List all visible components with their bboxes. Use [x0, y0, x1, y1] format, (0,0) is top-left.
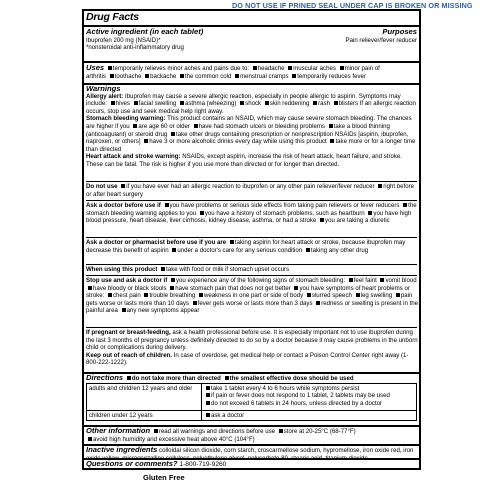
other-info-heading: Other information [86, 427, 151, 435]
warnings-heading: Warnings [86, 84, 121, 93]
other-info-item: read all warnings and directions before use [158, 428, 276, 435]
directions-table [86, 383, 417, 421]
stop-use-item: you experience any of the following signs of stomach bleeding: [175, 277, 346, 284]
allergy-item: shock [245, 100, 262, 108]
stop-use-item: feel faint [353, 277, 377, 284]
allergy-item: facial swelling [138, 100, 177, 108]
divider [84, 61, 419, 63]
stomach-label: Stomach bleeding warning: [86, 115, 166, 123]
questions-heading: Questions or comments? [86, 459, 178, 468]
directions-item: the smallest effective dose should be used [229, 375, 354, 382]
uses-item: menstrual cramps [240, 72, 289, 80]
inactive-text: colloidal silicon dioxide, corn starch, croscarmellose sodium, hypromellose, iron oxide red, iron [159, 447, 414, 454]
uses-item: headache [257, 65, 285, 72]
ask-doctor-item: you have problems or serious side effects from taking pain relievers or fever reducers [169, 202, 400, 209]
ask-doctor-item: you have a history of stomach problems, such as heartburn [204, 209, 365, 217]
dose-group: children under 12 years [87, 411, 202, 421]
ask-pharmacist-section [86, 239, 419, 254]
ask-pharmacist-item: taking any other drug [310, 246, 369, 254]
do-not-use-heading: Do not use [86, 183, 118, 190]
allergy-end: If an allergic reaction occurs, stop use and seek medical help right away. [86, 100, 416, 115]
stop-use-item: vomit blood [385, 277, 417, 284]
uses-item: muscular aches [293, 65, 336, 72]
stop-use-item: chest pain [113, 292, 141, 300]
stop-use-item: leg swelling [360, 292, 393, 300]
allergy-item: asthma (wheezing) [184, 100, 237, 108]
dose-group: adults and children 12 years and older [87, 384, 202, 411]
dose-instructions [202, 384, 417, 411]
stop-use-item: have bloody or black stools [93, 284, 167, 292]
dose-item: do not exceed 6 tablets in 24 hours, unless directed by a doctor [211, 399, 383, 407]
warnings-section [86, 85, 419, 169]
divider [86, 181, 417, 182]
stop-use-item: any new symptoms appear [126, 307, 200, 315]
pregnant-text: ask a health professional before use. It is especially important not to use ibuprofen during the last 3 months of pregnancy unless definitely directed to do so by a doctor because it may cause problems in the unborn child or complications during delivery. [86, 329, 418, 352]
keep-out-label: Keep out of reach of children. [86, 351, 172, 359]
other-info-section [86, 427, 419, 443]
questions-phone[interactable]: 1-800-719-9260 [179, 461, 227, 468]
divider [86, 327, 417, 328]
stop-use-item: trouble breathing [149, 292, 196, 300]
ask-doctor-section [86, 202, 419, 225]
stop-use-section [86, 277, 419, 315]
active-ingredient-section [86, 28, 419, 52]
do-not-use-item: if you have ever had an allergic reaction to ibuprofen or any other pain reliever/fever reducer [126, 183, 375, 190]
stop-use-item: you have symptoms of heart problems or stroke: [86, 284, 410, 300]
ask-doctor-heading: Ask a doctor before use if [86, 202, 161, 209]
ask-pharmacist-item: taking aspirin for heart attack or stroke, because ibuprofen may decrease this benefit of aspirin [86, 239, 406, 254]
allergy-item: skin reddening [269, 100, 310, 108]
gluten-free-label: Gluten Free [143, 473, 185, 482]
stomach-item: take a blood thinning (anticoagulant) or steroid drug [86, 122, 390, 138]
ask-doctor-item: you are taking a diuretic [325, 217, 390, 225]
ask-doctor-item: you have high blood pressure, heart disease, liver cirrhosis, kidney disease, asthma, or had a stroke [86, 209, 412, 225]
when-using-section [86, 266, 419, 274]
heart-label: Heart attack and stroke warning: [86, 153, 181, 161]
uses-item: arthritis [86, 72, 106, 80]
seal-warning-text: DO NOT USE IF PRINED SEAL UNDER CAP IS BROKEN OR MISSING [232, 1, 473, 10]
ask-pharmacist-item: under a doctor's care for any serious condition [177, 246, 303, 254]
uses-item: backache [150, 72, 177, 80]
when-using-item: take with food or milk if stomach upset occurs [166, 266, 290, 273]
uses-item: toothache [114, 72, 142, 80]
allergy-item: hives [115, 100, 130, 108]
divider [86, 275, 417, 276]
stomach-item: take other drugs containing prescription or nonprescription NSAIDs [aspirin, ibuprofen, naproxen, or others] [86, 130, 409, 146]
uses-item: the common cold [184, 72, 232, 80]
drug-facts-panel [82, 9, 421, 467]
dose-item: take 1 tablet every 4 to 6 hours while symptoms persist [211, 385, 360, 392]
stop-use-item: fever gets worse or lasts more than 3 days [197, 299, 313, 307]
purposes-heading: Purposes [382, 27, 417, 36]
stomach-item: are age 60 or older [138, 122, 190, 130]
allergy-label: Allergy alert: [86, 92, 124, 100]
allergy-text: Ibuprofen may cause a severe allergic reaction, especially in people allergic to aspirin. Symptoms may include: [86, 92, 401, 108]
pregnancy-section [86, 329, 419, 367]
table-row [87, 384, 417, 411]
stop-use-item: redness or swelling is present in the painful area [86, 299, 419, 315]
when-using-heading: When using this product [86, 266, 158, 273]
directions-item: do not take more than directed [131, 375, 221, 382]
allergy-item: rash [318, 100, 330, 108]
directions-table-wrap [86, 383, 419, 423]
table-row [87, 411, 417, 421]
uses-item: temporarily reduces fever [297, 72, 366, 80]
uses-section [86, 64, 419, 80]
dose-item: ask a doctor [211, 412, 245, 419]
directions-header [86, 374, 419, 383]
divider [84, 25, 419, 27]
stop-use-item: weakness in one part or side of body [203, 292, 304, 300]
other-info-item: avoid high humidity and excessive heat above 40°C (104°F) [93, 435, 255, 443]
directions-heading: Directions [86, 374, 124, 382]
keep-out-text: In case of overdose, get medical help or contact a Poison Control Center right away (1-800-222-1222). [86, 351, 409, 367]
panel-title: Drug Facts [86, 11, 139, 23]
stomach-item: have had stomach ulcers or bleeding problems [198, 122, 325, 130]
active-purpose: Pain reliever/fever reducer [345, 36, 417, 44]
dose-instructions [202, 411, 417, 421]
divider [86, 237, 417, 238]
questions-section [82, 458, 421, 470]
allergy-item: blisters [338, 100, 358, 108]
ask-doctor-item: the stomach bleeding warning applies to you [86, 202, 417, 217]
active-line-2: *nonsteroidal anti-inflammatory drug [86, 44, 184, 52]
uses-heading: Uses [86, 64, 105, 72]
stop-use-item: slurred speech [311, 292, 352, 300]
active-line-1: Ibuprofen 200 mg (NSAID)* [86, 36, 161, 44]
pregnant-label: If pregnant or breast-feeding, [86, 329, 171, 336]
stop-use-heading: Stop use and ask a doctor if [86, 277, 168, 284]
divider [86, 200, 417, 201]
other-info-item: store at 20-25°C (68-77°F) [283, 428, 356, 435]
stomach-item: take more or for a longer time than directed [86, 138, 416, 153]
stomach-item: have 3 or more alcoholic drinks every day while using this product [149, 138, 327, 146]
stomach-text: This product contains an NSAID, which may cause severe stomach bleeding. The chances are higher if you [86, 115, 412, 130]
heart-text: NSAIDs, except aspirin, increase the risk of heart attack, heart failure, and stroke. These can be fatal. The risk is higher if you use more than directed or for longer than directed. [86, 153, 403, 168]
inactive-heading: Inactive ingredients [86, 445, 158, 454]
do-not-use-item: right before or after heart surgery [86, 183, 415, 198]
divider [86, 264, 417, 265]
stop-use-item: pain gets worse or lasts more than 10 days [86, 292, 413, 307]
do-not-use-section [86, 183, 419, 198]
uses-item: minor pain of [344, 65, 380, 72]
ask-pharmacist-heading: Ask a doctor or pharmacist before use if you are [86, 239, 227, 246]
active-heading: Active ingredient (in each tablet) [86, 28, 204, 36]
stop-use-item: have stomach pain that does not get better [175, 284, 291, 292]
dose-item: if pain or fever does not respond to 1 tablet, 2 tablets may be used [211, 392, 390, 400]
uses-item: temporarily relieves minor aches and pains due to: [112, 65, 250, 72]
